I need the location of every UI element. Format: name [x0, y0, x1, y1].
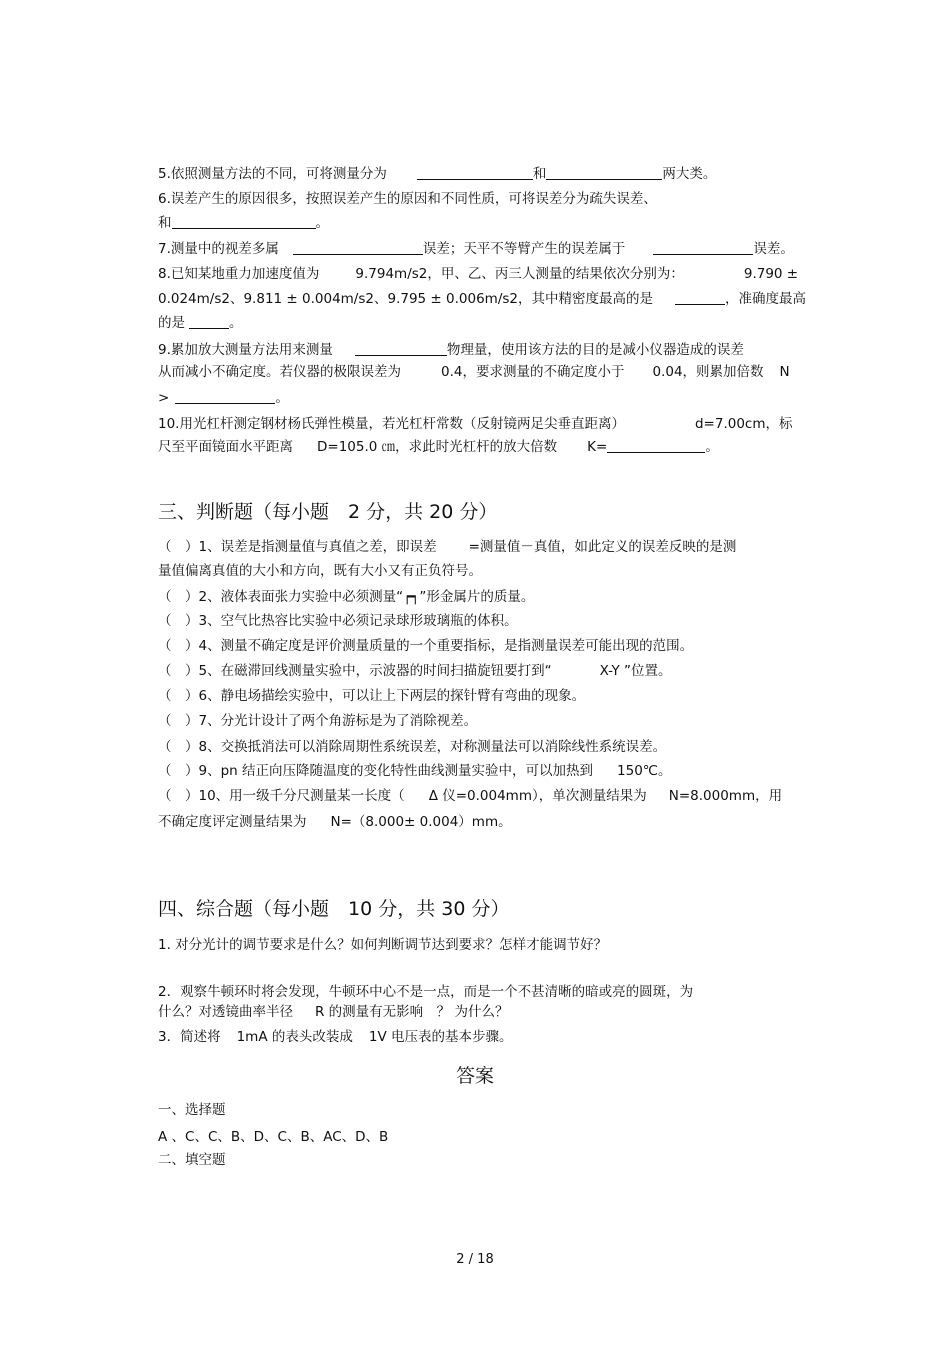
comp-q1: 1. 对分光计的调节要求是什么？如何判断调节达到要求？怎样才能调节好？ [158, 937, 608, 953]
answers-title: 答案 [455, 1065, 494, 1087]
answers-h2: 二、填空题 [158, 1152, 226, 1168]
answers-line1: A 、C、C、B、D、C、B、AC、D、B [158, 1129, 389, 1145]
blank [355, 341, 447, 356]
q5-line: 5.依照测量方法的不同，可将测量分为 和 两大类。 [158, 166, 717, 182]
blank [417, 165, 533, 180]
blank [172, 214, 316, 229]
page-number: 2 / 18 [456, 1252, 494, 1267]
judge-item-3: （ ）3、空气比热容比实验中必须记录球形玻璃瓶的体积。 [158, 613, 518, 629]
judge-item-4: （ ）4、测量不确定度是评价测量质量的一个重要指标，是指测量误差可能出现的范围。 [158, 638, 694, 654]
q9-line1: 9.累加放大测量方法用来测量 物理量，使用该方法的目的是减小仪器造成的误差 [158, 342, 744, 358]
judge-item-7: （ ）7、分光计设计了两个角游标是为了消除视差。 [158, 713, 478, 729]
judge-item-8: （ ）8、交换抵消法可以消除周期性系统误差，对称测量法可以消除线性系统误差。 [158, 739, 667, 755]
judge-item-5: （ ）5、在磁滞回线测量实验中，示波器的时间扫描旋钮要打到“ X-Y ”位置。 [158, 663, 672, 679]
judge-item-1-cont: 量值偏离真值的大小和方向，既有大小又有正负符号。 [158, 563, 482, 579]
comp-q2-line1: 2．观察牛顿环时将会发现，牛顿环中心不是一点，而是一个不甚清晰的暗或亮的圆斑，为 [158, 984, 694, 1000]
q6-line1: 6.误差产生的原因很多，按照误差产生的原因和不同性质，可将误差分为疏失误差、 [158, 191, 657, 207]
judge-item-9: （ ）9、pn 结正向压降随温度的变化特性曲线测量实验中，可以加热到 150℃。 [158, 763, 672, 779]
judge-item-10: （ ）10、用一级千分尺测量某一长度（ Δ 仪=0.004mm），单次测量结果为 N=8.000mm，用 [158, 788, 783, 804]
judge-item-10-cont: 不确定度评定测量结果为 N=（8.000± 0.004）mm。 [158, 814, 512, 830]
q7-line: 7.测量中的视差多属 误差；天平不等臂产生的误差属于 误差。 [158, 241, 794, 257]
blank [653, 240, 753, 255]
blank [607, 438, 705, 453]
judge-item-2: （ ）2、液体表面张力实验中必须测量“┍┑”形金属片的质量。 [158, 589, 535, 605]
q8-line2: 0.024m/s2、9.811 ± 0.004m/s2、9.795 ± 0.006m/s2，其中精密度最高的是 ，准确度最高 [158, 291, 806, 307]
q9-line3: > 。 [158, 390, 289, 406]
blank [675, 290, 725, 305]
blank [546, 165, 662, 180]
q8-line3: 的是 。 [158, 315, 243, 331]
judge-item-6: （ ）6、静电场描绘实验中，可以让上下两层的探针臂有弯曲的现象。 [158, 688, 586, 704]
q10-line2: 尺至平面镜面水平距离 D=105.0 ㎝，求此时光杠杆的放大倍数 K= 。 [158, 439, 719, 455]
blank [175, 389, 275, 404]
q10-line1: 10.用光杠杆测定钢材杨氏弹性模量，若光杠杆常数（反射镜两足尖垂直距离） d=7.00cm，标 [158, 416, 793, 432]
comp-q3: 3．简述将 1mA 的表头改装成 1V 电压表的基本步骤。 [158, 1029, 513, 1045]
blank [189, 314, 229, 329]
judge-item-1: （ ）1、误差是指测量值与真值之差，即误差 =测量值－真值，如此定义的误差反映的是测 [158, 539, 737, 555]
blank [293, 240, 423, 255]
section4-title: 四、综合题（每小题 10 分，共 30 分） [158, 898, 510, 920]
q8-line1: 8.已知某地重力加速度值为 9.794m/s2，甲、乙、丙三人测量的结果依次分别为： 9.790 ± [158, 266, 799, 282]
q6-line2: 和 。 [158, 215, 329, 231]
answers-h1: 一、选择题 [158, 1102, 226, 1118]
q9-line2: 从而减小不确定度。若仪器的极限误差为 0.4，要求测量的不确定度小于 0.04，则累加倍数 N [158, 364, 790, 380]
section3-title: 三、判断题（每小题 2 分，共 20 分） [158, 501, 498, 523]
comp-q2-line2: 什么？对透镜曲率半径 R 的测量有无影响 ？ 为什么？ [158, 1004, 509, 1020]
